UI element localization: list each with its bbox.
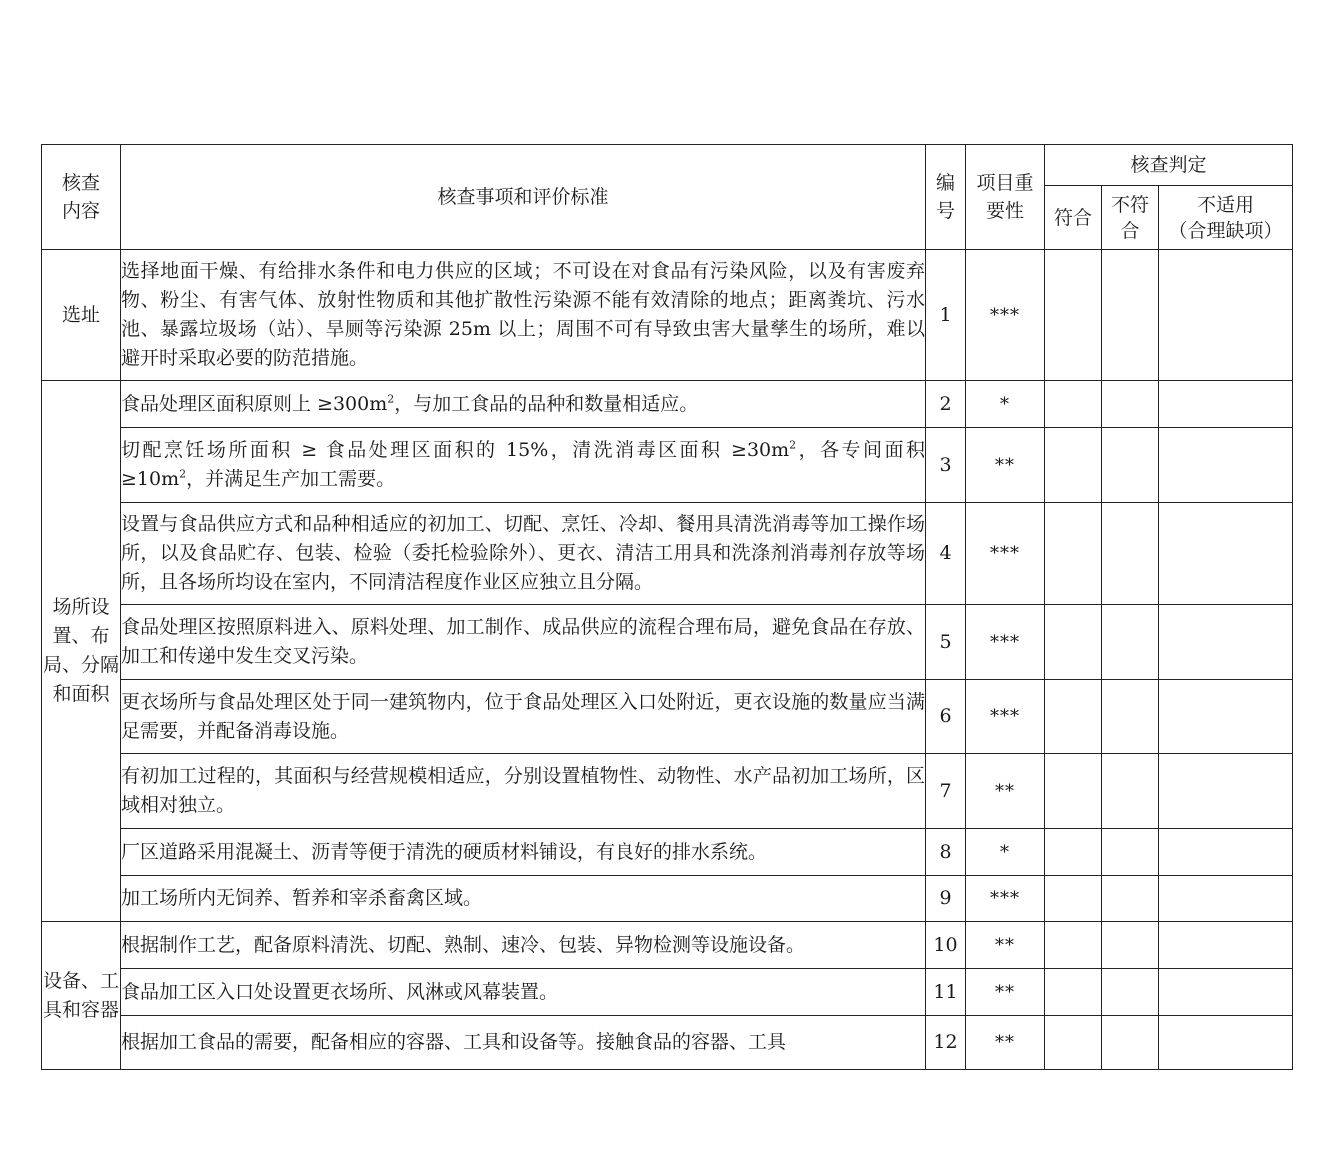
number-cell: 11 (926, 969, 966, 1016)
number-cell: 2 (926, 381, 966, 428)
criteria-cell: 食品处理区按照原料进入、原料处理、加工制作、成品供应的流程合理布局，避免食品在存放、加工和传递中发生交叉污染。 (121, 605, 926, 680)
header-judgement: 核查判定 (1045, 145, 1293, 186)
importance-cell: *** (966, 680, 1045, 754)
conform-checkbox-cell[interactable] (1045, 250, 1102, 381)
not-applicable-checkbox-cell[interactable] (1159, 1016, 1293, 1070)
category-cell: 设备、工具和容器 (42, 922, 121, 1070)
conform-checkbox-cell[interactable] (1045, 381, 1102, 428)
not-applicable-checkbox-cell[interactable] (1159, 428, 1293, 503)
number-cell: 3 (926, 428, 966, 503)
nonconform-checkbox-cell[interactable] (1102, 754, 1159, 829)
criteria-cell: 厂区道路采用混凝土、沥青等便于清洗的硬质材料铺设，有良好的排水系统。 (121, 829, 926, 876)
number-cell: 8 (926, 829, 966, 876)
criteria-cell: 加工场所内无饲养、暂养和宰杀畜禽区域。 (121, 876, 926, 922)
header-row-1 (42, 145, 1293, 186)
conform-checkbox-cell[interactable] (1045, 680, 1102, 754)
table-row (42, 250, 1293, 381)
table-row (42, 754, 1293, 829)
conform-checkbox-cell[interactable] (1045, 829, 1102, 876)
nonconform-checkbox-cell[interactable] (1102, 605, 1159, 680)
not-applicable-checkbox-cell[interactable] (1159, 381, 1293, 428)
header-not-applicable: 不适用 （合理缺项） (1159, 186, 1293, 250)
criteria-cell: 根据加工食品的需要，配备相应的容器、工具和设备等。接触食品的容器、工具 (121, 1016, 926, 1070)
header-conform: 符合 (1045, 186, 1102, 250)
table-row (42, 381, 1293, 428)
conform-checkbox-cell[interactable] (1045, 428, 1102, 503)
number-cell: 4 (926, 503, 966, 605)
conform-checkbox-cell[interactable] (1045, 969, 1102, 1016)
nonconform-checkbox-cell[interactable] (1102, 922, 1159, 969)
criteria-cell: 有初加工过程的，其面积与经营规模相适应，分别设置植物性、动物性、水产品初加工场所，区域相对独立。 (121, 754, 926, 829)
number-cell: 7 (926, 754, 966, 829)
importance-cell: *** (966, 605, 1045, 680)
table-row (42, 876, 1293, 922)
table-row (42, 680, 1293, 754)
header-nonconform: 不符 合 (1102, 186, 1159, 250)
criteria-cell: 选择地面干燥、有给排水条件和电力供应的区域；不可设在对食品有污染风险，以及有害废弃物、粉尘、有害气体、放射性物质和其他扩散性污染源不能有效清除的地点；距离粪坑、污水池、暴露垃圾场（站）、旱厕等污染源 25m 以上；周围不可有导致虫害大量孳生的场所，难以避开时采取必要的防范措施。 (121, 250, 926, 381)
not-applicable-checkbox-cell[interactable] (1159, 605, 1293, 680)
importance-cell: * (966, 381, 1045, 428)
nonconform-checkbox-cell[interactable] (1102, 428, 1159, 503)
importance-cell: *** (966, 503, 1045, 605)
table-row (42, 829, 1293, 876)
importance-cell: ** (966, 428, 1045, 503)
number-cell: 6 (926, 680, 966, 754)
not-applicable-checkbox-cell[interactable] (1159, 754, 1293, 829)
criteria-cell: 食品处理区面积原则上 $\ge 300m^2$，与加工食品的品种和数量相适应。 (121, 381, 926, 428)
nonconform-checkbox-cell[interactable] (1102, 381, 1159, 428)
number-cell: 10 (926, 922, 966, 969)
number-cell: 5 (926, 605, 966, 680)
importance-cell: *** (966, 250, 1045, 381)
table-row (42, 922, 1293, 969)
importance-cell: ** (966, 922, 1045, 969)
not-applicable-checkbox-cell[interactable] (1159, 922, 1293, 969)
nonconform-checkbox-cell[interactable] (1102, 969, 1159, 1016)
number-cell: 12 (926, 1016, 966, 1070)
nonconform-checkbox-cell[interactable] (1102, 876, 1159, 922)
criteria-cell: 根据制作工艺，配备原料清洗、切配、熟制、速冷、包装、异物检测等设施设备。 (121, 922, 926, 969)
table-row (42, 969, 1293, 1016)
number-cell: 9 (926, 876, 966, 922)
header-number: 编 号 (926, 145, 966, 250)
not-applicable-checkbox-cell[interactable] (1159, 680, 1293, 754)
not-applicable-checkbox-cell[interactable] (1159, 503, 1293, 605)
importance-cell: ** (966, 969, 1045, 1016)
not-applicable-checkbox-cell[interactable] (1159, 250, 1293, 381)
header-importance: 项目重 要性 (966, 145, 1045, 250)
conform-checkbox-cell[interactable] (1045, 605, 1102, 680)
conform-checkbox-cell[interactable] (1045, 1016, 1102, 1070)
checklist-table (41, 144, 1293, 1070)
importance-cell: ** (966, 1016, 1045, 1070)
criteria-cell: 切配烹饪场所面积 ≥ 食品处理区面积的 15%，清洗消毒区面积 $\ge 30m^2$，各专间面积 $\ge 10m^2$，并满足生产加工需要。 (121, 428, 926, 503)
nonconform-checkbox-cell[interactable] (1102, 829, 1159, 876)
not-applicable-checkbox-cell[interactable] (1159, 969, 1293, 1016)
category-cell: 选址 (42, 250, 121, 381)
conform-checkbox-cell[interactable] (1045, 503, 1102, 605)
table-row (42, 1016, 1293, 1070)
category-cell: 场所设置、布局、分隔和面积 (42, 381, 121, 922)
not-applicable-checkbox-cell[interactable] (1159, 876, 1293, 922)
nonconform-checkbox-cell[interactable] (1102, 250, 1159, 381)
importance-cell: *** (966, 876, 1045, 922)
number-cell: 1 (926, 250, 966, 381)
criteria-cell: 设置与食品供应方式和品种相适应的初加工、切配、烹饪、冷却、餐用具清洗消毒等加工操作场所，以及食品贮存、包装、检验（委托检验除外）、更衣、清洁工用具和洗涤剂消毒剂存放等场所，且各场所均设在室内，不同清洁程度作业区应独立且分隔。 (121, 503, 926, 605)
importance-cell: * (966, 829, 1045, 876)
nonconform-checkbox-cell[interactable] (1102, 503, 1159, 605)
table-row (42, 503, 1293, 605)
conform-checkbox-cell[interactable] (1045, 922, 1102, 969)
not-applicable-checkbox-cell[interactable] (1159, 829, 1293, 876)
table-row (42, 428, 1293, 503)
header-category: 核查 内容 (42, 145, 121, 250)
conform-checkbox-cell[interactable] (1045, 876, 1102, 922)
criteria-cell: 更衣场所与食品处理区处于同一建筑物内，位于食品处理区入口处附近，更衣设施的数量应当满足需要，并配备消毒设施。 (121, 680, 926, 754)
nonconform-checkbox-cell[interactable] (1102, 680, 1159, 754)
conform-checkbox-cell[interactable] (1045, 754, 1102, 829)
importance-cell: ** (966, 754, 1045, 829)
table-row (42, 605, 1293, 680)
criteria-cell: 食品加工区入口处设置更衣场所、风淋或风幕装置。 (121, 969, 926, 1016)
header-criteria: 核查事项和评价标准 (121, 145, 926, 250)
nonconform-checkbox-cell[interactable] (1102, 1016, 1159, 1070)
